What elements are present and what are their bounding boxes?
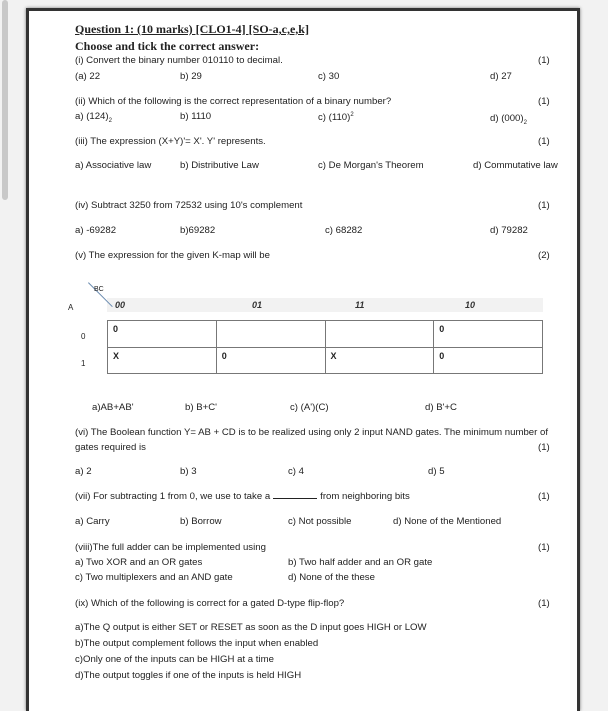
kmap-cell <box>216 321 325 348</box>
kmap-col-header: 10 <box>465 300 476 310</box>
q3-marks: (1) <box>538 136 550 147</box>
instruction: Choose and tick the correct answer: <box>75 39 260 53</box>
q5-option-d[interactable]: d) B'+C <box>425 402 457 413</box>
q7-option-d[interactable]: d) None of the Mentioned <box>393 516 502 527</box>
blank-line <box>273 498 317 499</box>
kmap-header-bar <box>107 298 543 312</box>
kmap-cell: 0 <box>434 321 543 348</box>
kmap-cell: 0 <box>434 347 543 374</box>
q1-marks: (1) <box>538 55 550 66</box>
q7-option-c[interactable]: c) Not possible <box>288 516 352 527</box>
q9-text: (ix) Which of the following is correct for a gated D-type flip-flop? <box>75 598 345 609</box>
q2-text: (ii) Which of the following is the correct representation of a binary number? <box>75 96 392 107</box>
q6-text: (vi) The Boolean function Y= AB + CD is to be realized using only 2 input NAND gates. The minimum number of <box>75 427 549 438</box>
superscript: 2 <box>350 112 354 118</box>
q9-option-b[interactable]: b)The output complement follows the input when enabled <box>75 638 319 649</box>
q7-text <box>75 492 410 502</box>
q9-option-d[interactable]: d)The output toggles if one of the inputs is held HIGH <box>75 670 302 681</box>
kmap-table <box>107 320 543 374</box>
q2-option-d-label: d) (000) <box>490 113 524 124</box>
kmap-cell: X <box>108 347 217 374</box>
q4-option-d[interactable]: d) 79282 <box>490 225 528 236</box>
kmap-cell: 0 <box>108 321 217 348</box>
q7-option-b[interactable]: b) Borrow <box>180 516 222 527</box>
q7-marks: (1) <box>538 491 550 502</box>
q9-option-c[interactable]: c)Only one of the inputs can be HIGH at a time <box>75 654 274 665</box>
q2-option-c-label: c) (110) <box>318 112 351 124</box>
q8-option-c[interactable]: c) Two multiplexers and an AND gate <box>75 572 233 583</box>
q5-option-a[interactable]: a)AB+AB' <box>92 402 134 413</box>
q7-option-a[interactable]: a) Carry <box>75 516 110 527</box>
kmap-col-header: 01 <box>252 300 263 310</box>
kmap-col-var: BC <box>94 286 104 293</box>
q9-marks: (1) <box>538 598 550 609</box>
q2-option-b[interactable]: b) 1110 <box>180 111 212 122</box>
kmap-col-header: 11 <box>355 300 365 310</box>
q4-text: (iv) Subtract 3250 from 72532 using 10's complement <box>75 200 303 211</box>
question-title: Question 1: (10 marks) [CLO1-4] [SO-a,c,e,k] <box>75 22 309 36</box>
q7-text-end: from neighboring bits <box>320 491 410 502</box>
subscript: 2 <box>108 117 112 124</box>
q1-option-a[interactable]: (a) 22 <box>75 71 101 82</box>
q6-option-b[interactable]: b) 3 <box>180 466 197 477</box>
q6-text-cont: gates required is <box>75 442 146 453</box>
q5-marks: (2) <box>538 250 550 261</box>
q3-option-a[interactable]: a) Associative law <box>75 160 152 171</box>
q5-text: (v) The expression for the given K-map will be <box>75 250 270 261</box>
q8-option-b[interactable]: b) Two half adder and an OR gate <box>288 557 433 568</box>
q8-text: (viii)The full adder can be implemented using <box>75 542 266 553</box>
q6-option-d[interactable]: d) 5 <box>428 466 445 477</box>
q9-option-a[interactable]: a)The Q output is either SET or RESET as soon as the D input goes HIGH or LOW <box>75 622 427 633</box>
q1-option-c[interactable]: c) 30 <box>318 71 340 82</box>
q1-text: (i) Convert the binary number 010110 to decimal. <box>75 55 283 66</box>
q2-marks: (1) <box>538 96 550 107</box>
subscript: 2 <box>523 119 527 126</box>
kmap-row <box>108 321 543 348</box>
q5-option-c[interactable]: c) (A')(C) <box>290 402 329 413</box>
q2-option-c[interactable] <box>318 112 354 123</box>
kmap-row-header: 1 <box>81 359 86 368</box>
q2-option-d[interactable] <box>490 114 527 126</box>
q7-text-start: (vii) For subtracting 1 from 0, we use to take a <box>75 491 271 502</box>
kmap-row-header: 0 <box>81 332 86 341</box>
q8-option-a[interactable]: a) Two XOR and an OR gates <box>75 557 203 568</box>
kmap-row-var: A <box>68 303 74 312</box>
q8-option-d[interactable]: d) None of the these <box>288 572 375 583</box>
q3-option-d[interactable]: d) Commutative law <box>473 160 558 171</box>
q6-option-a[interactable]: a) 2 <box>75 466 92 477</box>
kmap-cell: 0 <box>216 347 325 374</box>
q5-option-b[interactable]: b) B+C' <box>185 402 217 413</box>
kmap-cell <box>325 321 434 348</box>
q3-text: (iii) The expression (X+Y)'= X'. Y' represents. <box>75 136 266 147</box>
q3-option-c[interactable]: c) De Morgan's Theorem <box>318 160 424 171</box>
q6-option-c[interactable]: c) 4 <box>288 466 304 477</box>
q2-option-a[interactable] <box>75 112 112 124</box>
q4-option-b[interactable]: b)69282 <box>180 225 216 236</box>
q4-option-a[interactable]: a) -69282 <box>75 225 117 236</box>
q2-option-a-label: a) (124) <box>75 111 109 122</box>
scrollbar[interactable] <box>2 0 8 200</box>
q1-option-b[interactable]: b) 29 <box>180 71 202 82</box>
kmap-row <box>108 347 543 374</box>
q4-marks: (1) <box>538 200 550 211</box>
kmap-col-header: 00 <box>115 300 126 310</box>
q1-option-d[interactable]: d) 27 <box>490 71 512 82</box>
q6-marks: (1) <box>538 442 550 453</box>
q8-marks: (1) <box>538 542 550 553</box>
kmap-cell: X <box>325 347 434 374</box>
q3-option-b[interactable]: b) Distributive Law <box>180 160 259 171</box>
q4-option-c[interactable]: c) 68282 <box>325 225 363 236</box>
